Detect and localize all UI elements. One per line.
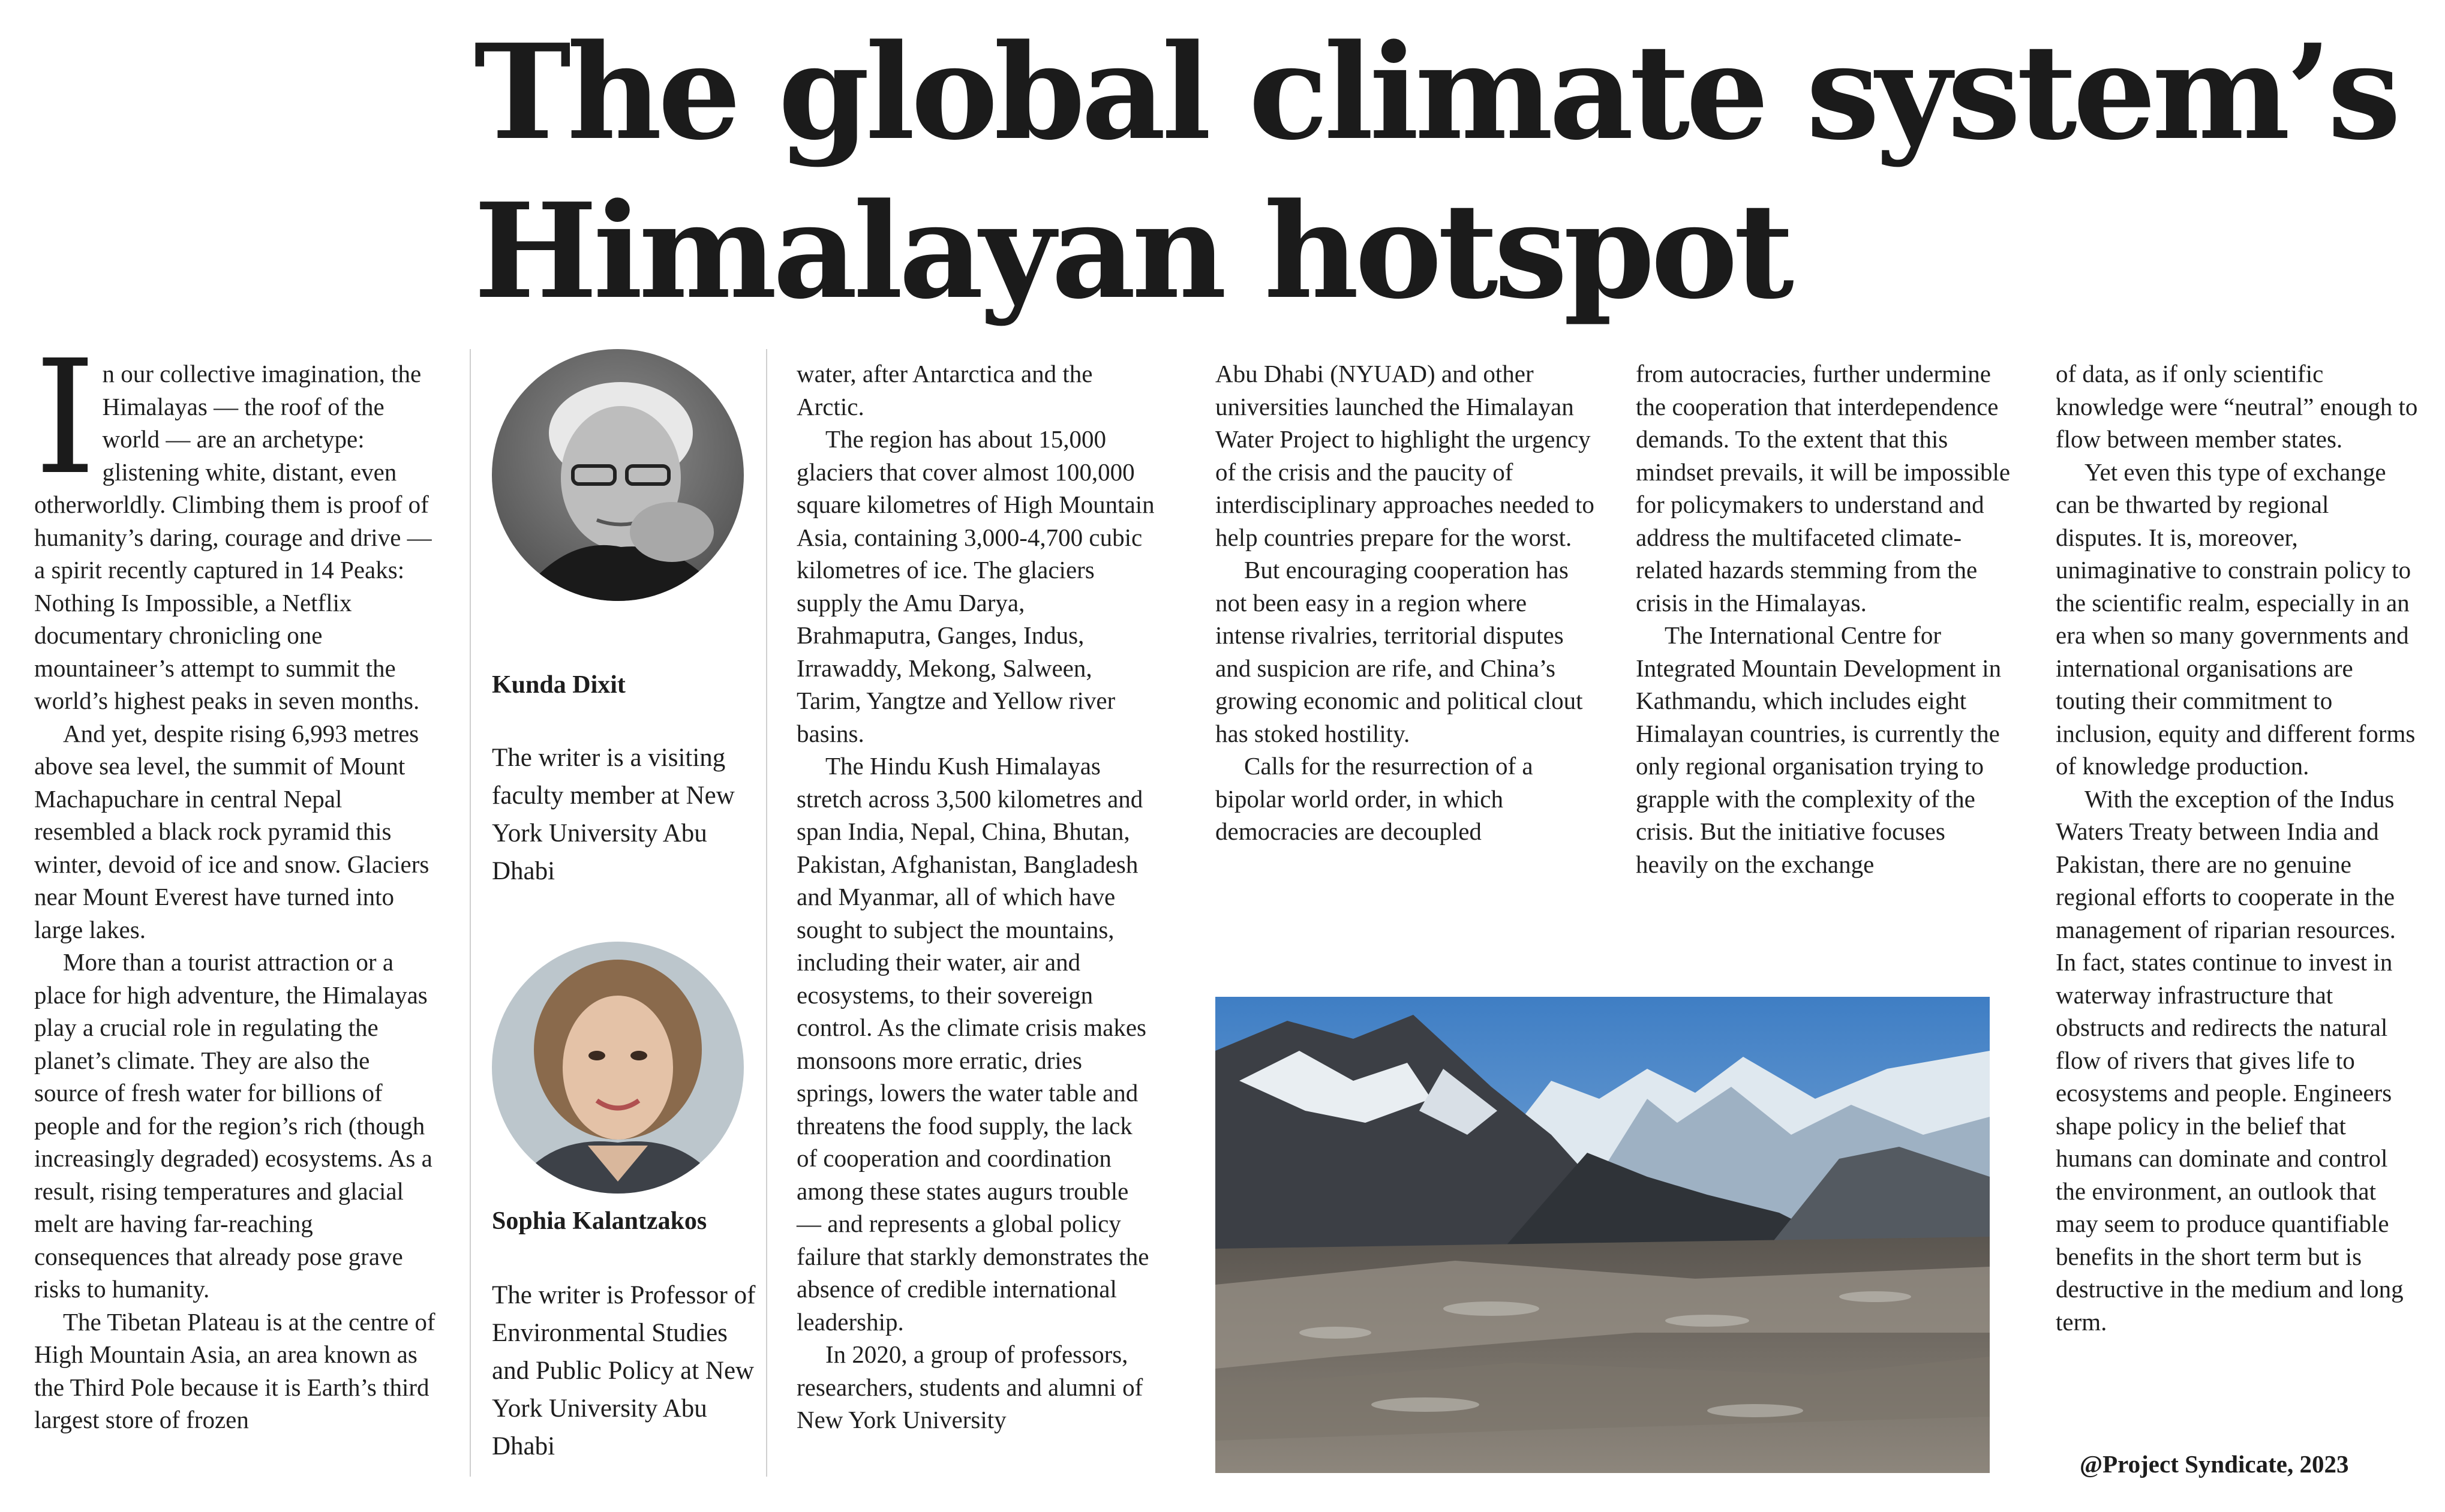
- author-photo-kunda-dixit: [492, 349, 744, 601]
- article-column-5: [1636, 357, 2014, 880]
- paragraph: With the exception of the Indus Waters Treaty between India and Pakistan, there are no genuine regional efforts to cooperate in the management of riparian resources. In fact, states continue to invest in waterway infrastructure that obstructs and redirects the natural flow of rivers that gives life to ecosystems and people. Engineers shape policy in the belief that humans can dominate and control the environment, an outlook that may seem to produce quantifiable benefits in the short term but is destructive in the medium and long term.: [2056, 784, 2404, 1336]
- paragraph: from autocracies, further undermine the cooperation that interdependence demands. To the extent that this mindset prevails, it will be impossible for policymakers to understand and address the multifaceted climate-related hazards stemming from the crisis in the Himalayas.: [1636, 360, 2011, 617]
- paragraph: The Hindu Kush Himalayas stretch across 3,500 kilometres and span India, Nepal, China, Bhutan, Pakistan, Afghanistan, Bangladesh and Myanmar, all of which have sought to subject the mountains, including their water, air and ecosystems, to their sovereign control. As the climate crisis makes monsoons more erratic, dries springs, lowers the water table and threatens the food supply, the lack of cooperation and coordination among these states augurs trouble — and represents a global policy failure that starkly demonstrates the absence of credible international leadership.: [797, 752, 1149, 1336]
- article-column-3: [797, 357, 1159, 1436]
- credit-line: @Project Syndicate, 2023: [2080, 1450, 2349, 1478]
- paragraph: The International Centre for Integrated Mountain Development in Kathmandu, which includes eight Himalayan countries, is currently the only regional organisation trying to grapple with the complexity of the crisis. But the initiative focuses heavily on the exchange: [1636, 621, 2002, 878]
- paragraph: Calls for the resurrection of a bipolar world order, in which democracies are decoupled: [1215, 752, 1533, 845]
- paragraph: of data, as if only scientific knowledge were “neutral” enough to flow between member states.: [2056, 360, 2418, 453]
- headline-line-2: Himalayan hotspot: [474, 175, 1790, 328]
- column-divider: [766, 349, 767, 1477]
- headline-line-1: The global climate system’s: [474, 16, 2397, 169]
- paragraph: water, after Antarctica and the Arctic.: [797, 360, 1093, 420]
- paragraph: More than a tourist attraction or a place for high adventure, the Himalayas play a crucial role in regulating the planet’s climate. They are also the source of fresh water for billions of people and for the region’s rich (though increasingly degraded) ecosystems. As a result, rising temperatures and glacial melt are having far-reaching consequences that already pose grave risks to humanity.: [34, 948, 432, 1303]
- author-name-2: Sophia Kalantzakos: [492, 1207, 707, 1235]
- drop-cap: I: [34, 326, 97, 509]
- paragraph: And yet, despite rising 6,993 metres above sea level, the summit of Mount Machapuchare in central Nepal resembled a black rock pyramid this winter, devoid of ice and snow. Glaciers near Mount Everest have turned into large lakes.: [34, 719, 429, 943]
- article-column-6: [2056, 357, 2420, 1338]
- paragraph: Yet even this type of exchange can be thwarted by regional disputes. It is, moreover, unimaginative to constrain policy to the scientific realm, especially in an era when so many governments and international organisations are touting their commitment to inclusion, equity and different forms of knowledge production.: [2056, 458, 2416, 780]
- paragraph: The Tibetan Plateau is at the centre of High Mountain Asia, an area known as the Third Pole because it is Earth’s third largest store of frozen: [34, 1307, 435, 1433]
- column-divider: [470, 349, 471, 1477]
- headline: [474, 13, 2397, 331]
- paragraph: The region has about 15,000 glaciers that cover almost 100,000 square kilometres of High Mountain Asia, containing 3,000-4,700 cubic kilometres of ice. The glaciers supply the Amu Darya, Brahmaputra, Ganges, Indus, Irrawaddy, Mekong, Salween, Tarim, Yangtze and Yellow river basins.: [797, 425, 1155, 747]
- paragraph: Abu Dhabi (NYUAD) and other universities launched the Himalayan Water Project to highlight the urgency of the crisis and the paucity of interdisciplinary approaches needed to help countries prepare for the worst.: [1215, 360, 1594, 551]
- paragraph: In 2020, a group of professors, researchers, students and alumni of New York University: [797, 1340, 1143, 1433]
- article-column-4: [1215, 357, 1599, 848]
- author-photo-sophia-kalantzakos: [492, 942, 744, 1194]
- paragraph: But encouraging cooperation has not been easy in a region where intense rivalries, territorial disputes and suspicion are rife, and China’s growing economic and political clout has stoked hostility.: [1215, 556, 1583, 747]
- himalaya-glacier-photo: [1215, 997, 1990, 1473]
- author-bio-1: The writer is a visiting faculty member at New York University Abu Dhabi: [492, 744, 735, 885]
- paragraph: n our collective imagination, the Himalayas — the roof of the world — are an archetype: glistening white, distant, even otherworldly. Climbing them is proof of humanity’s daring, courage and drive — a spirit recently captured in 14 Peaks: Nothing Is Impossible, a Netflix documentary chronicling one mountaineer’s attempt to summit the world’s highest peaks in seven months.: [34, 360, 432, 714]
- author-name-1: Kunda Dixit: [492, 671, 626, 699]
- article-column-1: [34, 326, 436, 1436]
- author-bio-2: The writer is Professor of Environmental Studies and Public Policy at New York University Abu Dhabi: [492, 1281, 756, 1460]
